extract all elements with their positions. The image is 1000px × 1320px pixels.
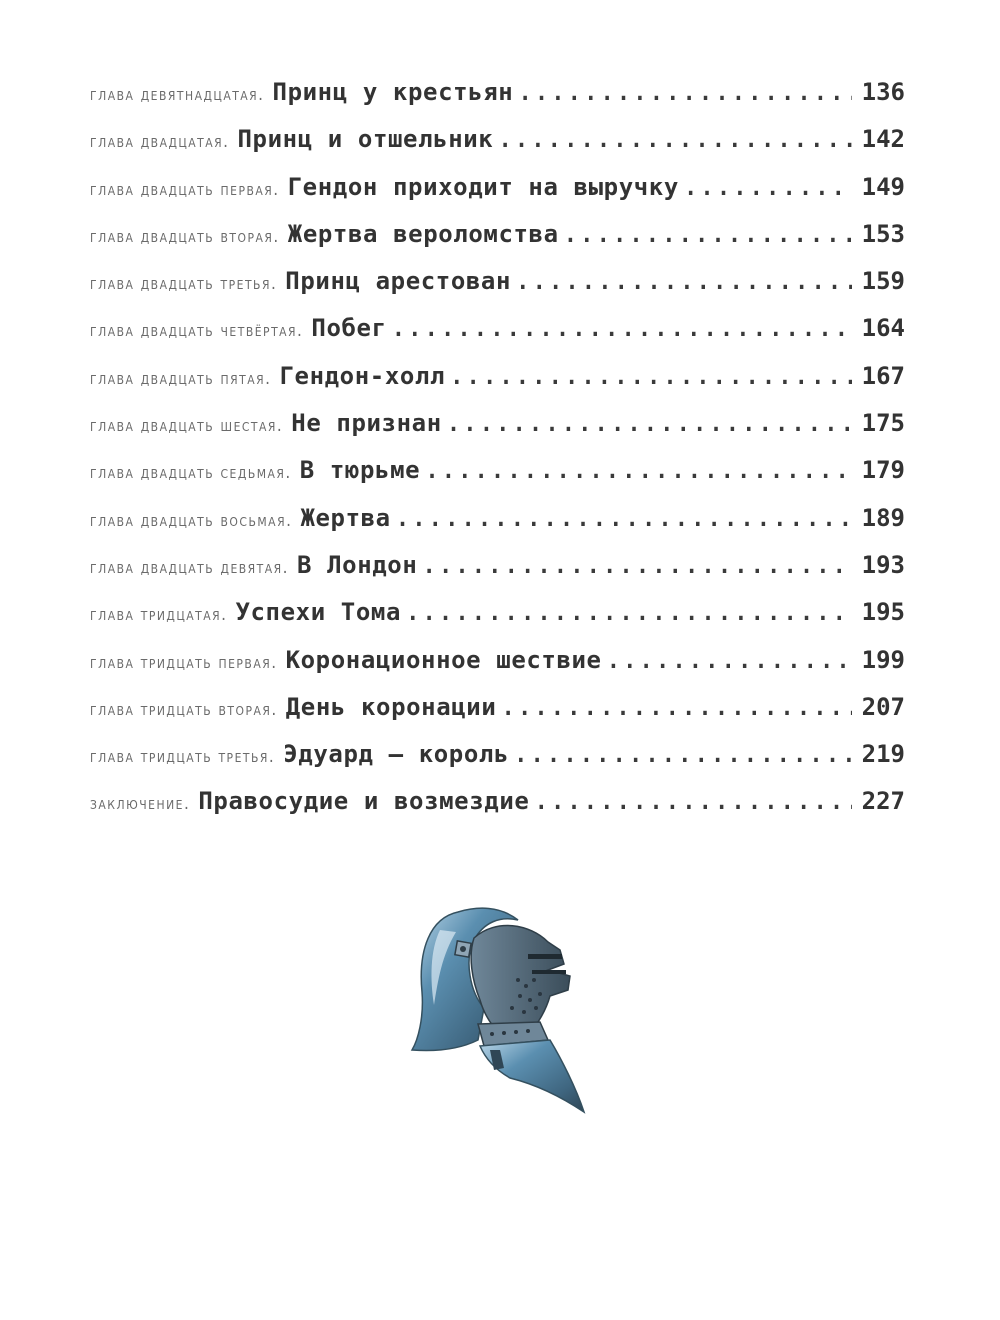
page-number: 167 bbox=[861, 361, 905, 390]
dot-leader bbox=[453, 365, 852, 390]
chapter-label: глава двадцать пятая. bbox=[90, 368, 272, 389]
toc-entry[interactable] bbox=[90, 409, 905, 456]
page-number: 142 bbox=[861, 125, 905, 154]
page-number: 164 bbox=[861, 314, 905, 343]
chapter-label: глава тридцать третья. bbox=[90, 747, 276, 768]
toc-entry[interactable] bbox=[90, 362, 905, 409]
chapter-label: глава тридцать вторая. bbox=[90, 699, 278, 720]
toc-entry[interactable] bbox=[90, 693, 905, 740]
dot-leader bbox=[504, 696, 851, 721]
chapter-title: Жертва вероломства bbox=[287, 219, 559, 248]
page-number: 136 bbox=[861, 78, 905, 106]
toc-entry[interactable] bbox=[90, 173, 905, 220]
chapter-title: Принц арестован bbox=[285, 267, 512, 296]
page-number: 193 bbox=[861, 550, 905, 579]
dot-leader bbox=[519, 270, 852, 295]
chapter-label: глава двадцать четвёртая. bbox=[90, 321, 304, 342]
dot-leader bbox=[395, 317, 852, 342]
toc-entry[interactable] bbox=[90, 598, 905, 645]
chapter-title: Гендон-холл bbox=[279, 361, 446, 390]
page-number: 219 bbox=[861, 740, 905, 769]
dot-leader bbox=[521, 81, 851, 106]
chapter-label: глава девятнадцатая. bbox=[90, 85, 265, 105]
dot-leader bbox=[428, 459, 851, 484]
page-number: 179 bbox=[861, 456, 905, 485]
chapter-label: глава двадцать седьмая. bbox=[90, 463, 292, 484]
chapter-label: глава тридцатая. bbox=[90, 605, 228, 626]
toc-entry[interactable] bbox=[90, 220, 905, 267]
toc-entry[interactable] bbox=[90, 78, 905, 125]
chapter-title: В Лондон bbox=[297, 550, 418, 579]
page-number: 227 bbox=[861, 787, 905, 816]
dot-leader bbox=[610, 649, 852, 674]
chapter-title: Правосудие и возмездие bbox=[198, 787, 530, 816]
toc-entry[interactable] bbox=[90, 125, 905, 172]
dot-leader bbox=[517, 743, 852, 768]
toc-entry[interactable] bbox=[90, 646, 905, 693]
page-number: 207 bbox=[861, 692, 905, 721]
knight-helmet-icon bbox=[400, 900, 600, 1120]
page-number: 199 bbox=[861, 645, 905, 674]
chapter-title: Жертва bbox=[300, 503, 391, 532]
dot-leader bbox=[687, 176, 852, 201]
chapter-label: глава двадцать шестая. bbox=[90, 416, 284, 437]
dot-leader bbox=[501, 128, 851, 153]
dot-leader bbox=[450, 412, 852, 437]
page-number: 175 bbox=[861, 409, 905, 438]
dot-leader bbox=[425, 554, 851, 579]
chapter-label: глава двадцать девятая. bbox=[90, 557, 290, 578]
page-number: 189 bbox=[861, 503, 905, 532]
dot-leader bbox=[567, 223, 852, 248]
chapter-title: Эдуард — король bbox=[283, 740, 509, 769]
chapter-title: В тюрьме bbox=[299, 456, 421, 485]
chapter-label: заключение. bbox=[90, 794, 191, 815]
chapter-title: Принц и отшельник bbox=[237, 125, 494, 154]
chapter-title: Гендон приходит на выручку bbox=[287, 172, 679, 201]
toc-entry[interactable] bbox=[90, 267, 905, 314]
chapter-title: Успехи Тома bbox=[235, 598, 401, 627]
page-number: 159 bbox=[861, 267, 905, 296]
dot-leader bbox=[409, 601, 852, 626]
chapter-label: глава двадцать первая. bbox=[90, 179, 280, 200]
chapter-label: глава двадцать вторая. bbox=[90, 226, 280, 247]
toc-entry[interactable] bbox=[90, 456, 905, 503]
chapter-label: глава двадцать восьмая. bbox=[90, 510, 293, 531]
chapter-label: глава тридцать первая. bbox=[90, 652, 278, 673]
toc-entry[interactable] bbox=[90, 551, 905, 598]
page-number: 149 bbox=[861, 172, 905, 201]
dot-leader bbox=[399, 507, 852, 532]
chapter-title: Не признан bbox=[291, 409, 442, 438]
toc-entry[interactable] bbox=[90, 314, 905, 361]
toc-entry[interactable] bbox=[90, 787, 905, 834]
chapter-label: глава двадцать третья. bbox=[90, 274, 278, 295]
chapter-title: Коронационное шествие bbox=[285, 645, 602, 674]
page-number: 195 bbox=[861, 598, 905, 627]
toc-entry[interactable] bbox=[90, 504, 905, 551]
page-number: 153 bbox=[861, 219, 905, 248]
chapter-title: Принц у крестьян bbox=[272, 78, 514, 106]
chapter-label: глава двадцатая. bbox=[90, 132, 230, 153]
table-of-contents bbox=[90, 78, 905, 835]
toc-entry[interactable] bbox=[90, 740, 905, 787]
chapter-title: Побег bbox=[311, 314, 387, 343]
chapter-title: День коронации bbox=[285, 692, 497, 721]
dot-leader bbox=[537, 790, 851, 815]
